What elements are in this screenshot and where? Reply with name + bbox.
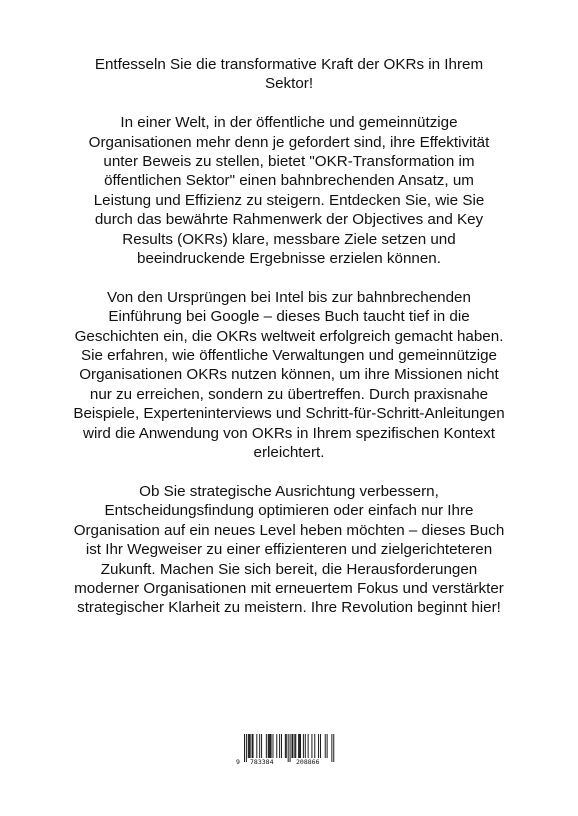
barcode-bar: [320, 734, 321, 758]
barcode-bar: [298, 734, 299, 758]
barcode-bar: [286, 734, 287, 758]
blurb-paragraph-3: [0, 482, 578, 618]
paragraph-line: Zukunft. Machen Sie sich bereit, die Herausforderungen: [100, 560, 478, 578]
barcode-bar: [327, 734, 328, 758]
barcode-bar: [273, 734, 274, 758]
barcode-right-digits: 208866: [296, 758, 320, 766]
barcode-bar: [259, 734, 260, 758]
blurb-title-line: Entfesseln Sie die transformative Kraft der OKRs in Ihrem: [94, 56, 484, 73]
barcode-bar: [311, 734, 312, 758]
paragraph-line: Von den Ursprüngen bei Intel bis zur bahnbrechenden: [107, 288, 471, 306]
barcode-lead-digit: 9: [236, 758, 240, 766]
paragraph-line: Geschichten ein, die OKRs weltweit erfolgreich gemacht haben.: [74, 327, 504, 345]
barcode-bar: [314, 734, 315, 758]
paragraph-line: unter Beweis zu stellen, bietet "OKR-Transformation im: [103, 153, 475, 171]
paragraph-line: erleichtert.: [253, 444, 325, 462]
paragraph-line: beeindruckende Ergebnisse erzielen können.: [137, 250, 441, 268]
barcode-bar: [279, 734, 280, 758]
paragraph-line: Entscheidungsfindung optimieren oder einfach nur Ihre: [104, 502, 474, 520]
paragraph-line: Organisationen OKRs nutzen können, um ihre Missionen nicht: [79, 366, 499, 384]
barcode-bar: [325, 734, 326, 758]
blurb-paragraph-2: [0, 288, 578, 463]
paragraph-line: Leistung und Effizienz zu steigern. Entdecken Sie, wie Sie: [93, 191, 485, 209]
barcode-bar: [305, 734, 306, 758]
barcode-bar: [285, 734, 286, 758]
barcode-bar: [292, 734, 293, 758]
barcode-bar: [261, 734, 262, 758]
barcode-bar: [271, 734, 272, 758]
barcode-bar: [295, 734, 296, 758]
barcode-bar: [253, 734, 254, 758]
barcode-bar: [300, 734, 301, 758]
barcode-bar: [276, 734, 277, 758]
paragraph-line: In einer Welt, in der öffentliche und gemeinnützige: [120, 114, 458, 132]
barcode-bar: [250, 734, 251, 758]
barcode-bar: [249, 734, 250, 758]
paragraph-line: nur zu erreichen, sondern zu übertreffen. Durch praxisnahe: [89, 385, 489, 403]
paragraph-line: Beispiele, Experteninterviews und Schritt-für-Schritt-Anleitungen: [73, 405, 505, 423]
paragraph-line: wird die Anwendung von OKRs in Ihrem spezifischen Kontext: [83, 424, 495, 442]
paragraph-line: Sie erfahren, wie öffentliche Verwaltungen und gemeinnützige: [81, 347, 497, 365]
blurb-title-line: Sektor!: [264, 75, 314, 93]
paragraph-line: Ob Sie strategische Ausrichtung verbessern,: [139, 482, 439, 500]
paragraph-line: Results (OKRs) klare, messbare Ziele setzen und: [122, 230, 456, 248]
blurb-paragraph-1: [0, 113, 578, 268]
barcode-bar: [266, 734, 267, 758]
barcode-bar: [303, 734, 304, 758]
paragraph-line: Organisation auf ein neues Level heben möchten – dieses Buch: [73, 521, 505, 539]
barcode-left-digits: 783384: [250, 758, 274, 766]
barcode-digits: [236, 758, 342, 770]
barcode-bar: [269, 734, 270, 758]
paragraph-line: moderner Organisationen mit erneuertem Fokus und verstärkter: [74, 579, 504, 597]
paragraph-line: ist Ihr Wegweiser zu einer effizienteren und zielgerichteteren: [85, 541, 493, 559]
barcode-bar: [318, 734, 319, 758]
paragraph-line: durch das bewährte Rahmenwerk der Objectives and Key: [94, 211, 484, 229]
blurb-title: [0, 55, 578, 94]
barcode-bar: [270, 734, 271, 758]
barcode-bar: [256, 734, 257, 758]
barcode-bar: [299, 734, 300, 758]
barcode-bar: [268, 734, 269, 758]
barcode-bar: [294, 734, 295, 758]
barcode-bar: [292, 734, 293, 758]
barcode-bar: [248, 734, 249, 758]
isbn-barcode: [236, 734, 342, 774]
paragraph-line: Einführung bei Google – dieses Buch taucht tief in die: [108, 308, 470, 326]
barcode-bar: [252, 734, 253, 758]
paragraph-line: öffentlichen Sektor" einen bahnbrechenden Ansatz, um: [104, 172, 474, 190]
blurb-text: [0, 55, 578, 637]
barcode-bar: [308, 734, 309, 758]
paragraph-line: Organisationen mehr denn je gefordert sind, ihre Effektivität: [88, 133, 490, 151]
barcode-bar: [281, 734, 282, 758]
paragraph-line: strategischer Klarheit zu meistern. Ihre Revolution beginnt hier!: [77, 599, 501, 617]
